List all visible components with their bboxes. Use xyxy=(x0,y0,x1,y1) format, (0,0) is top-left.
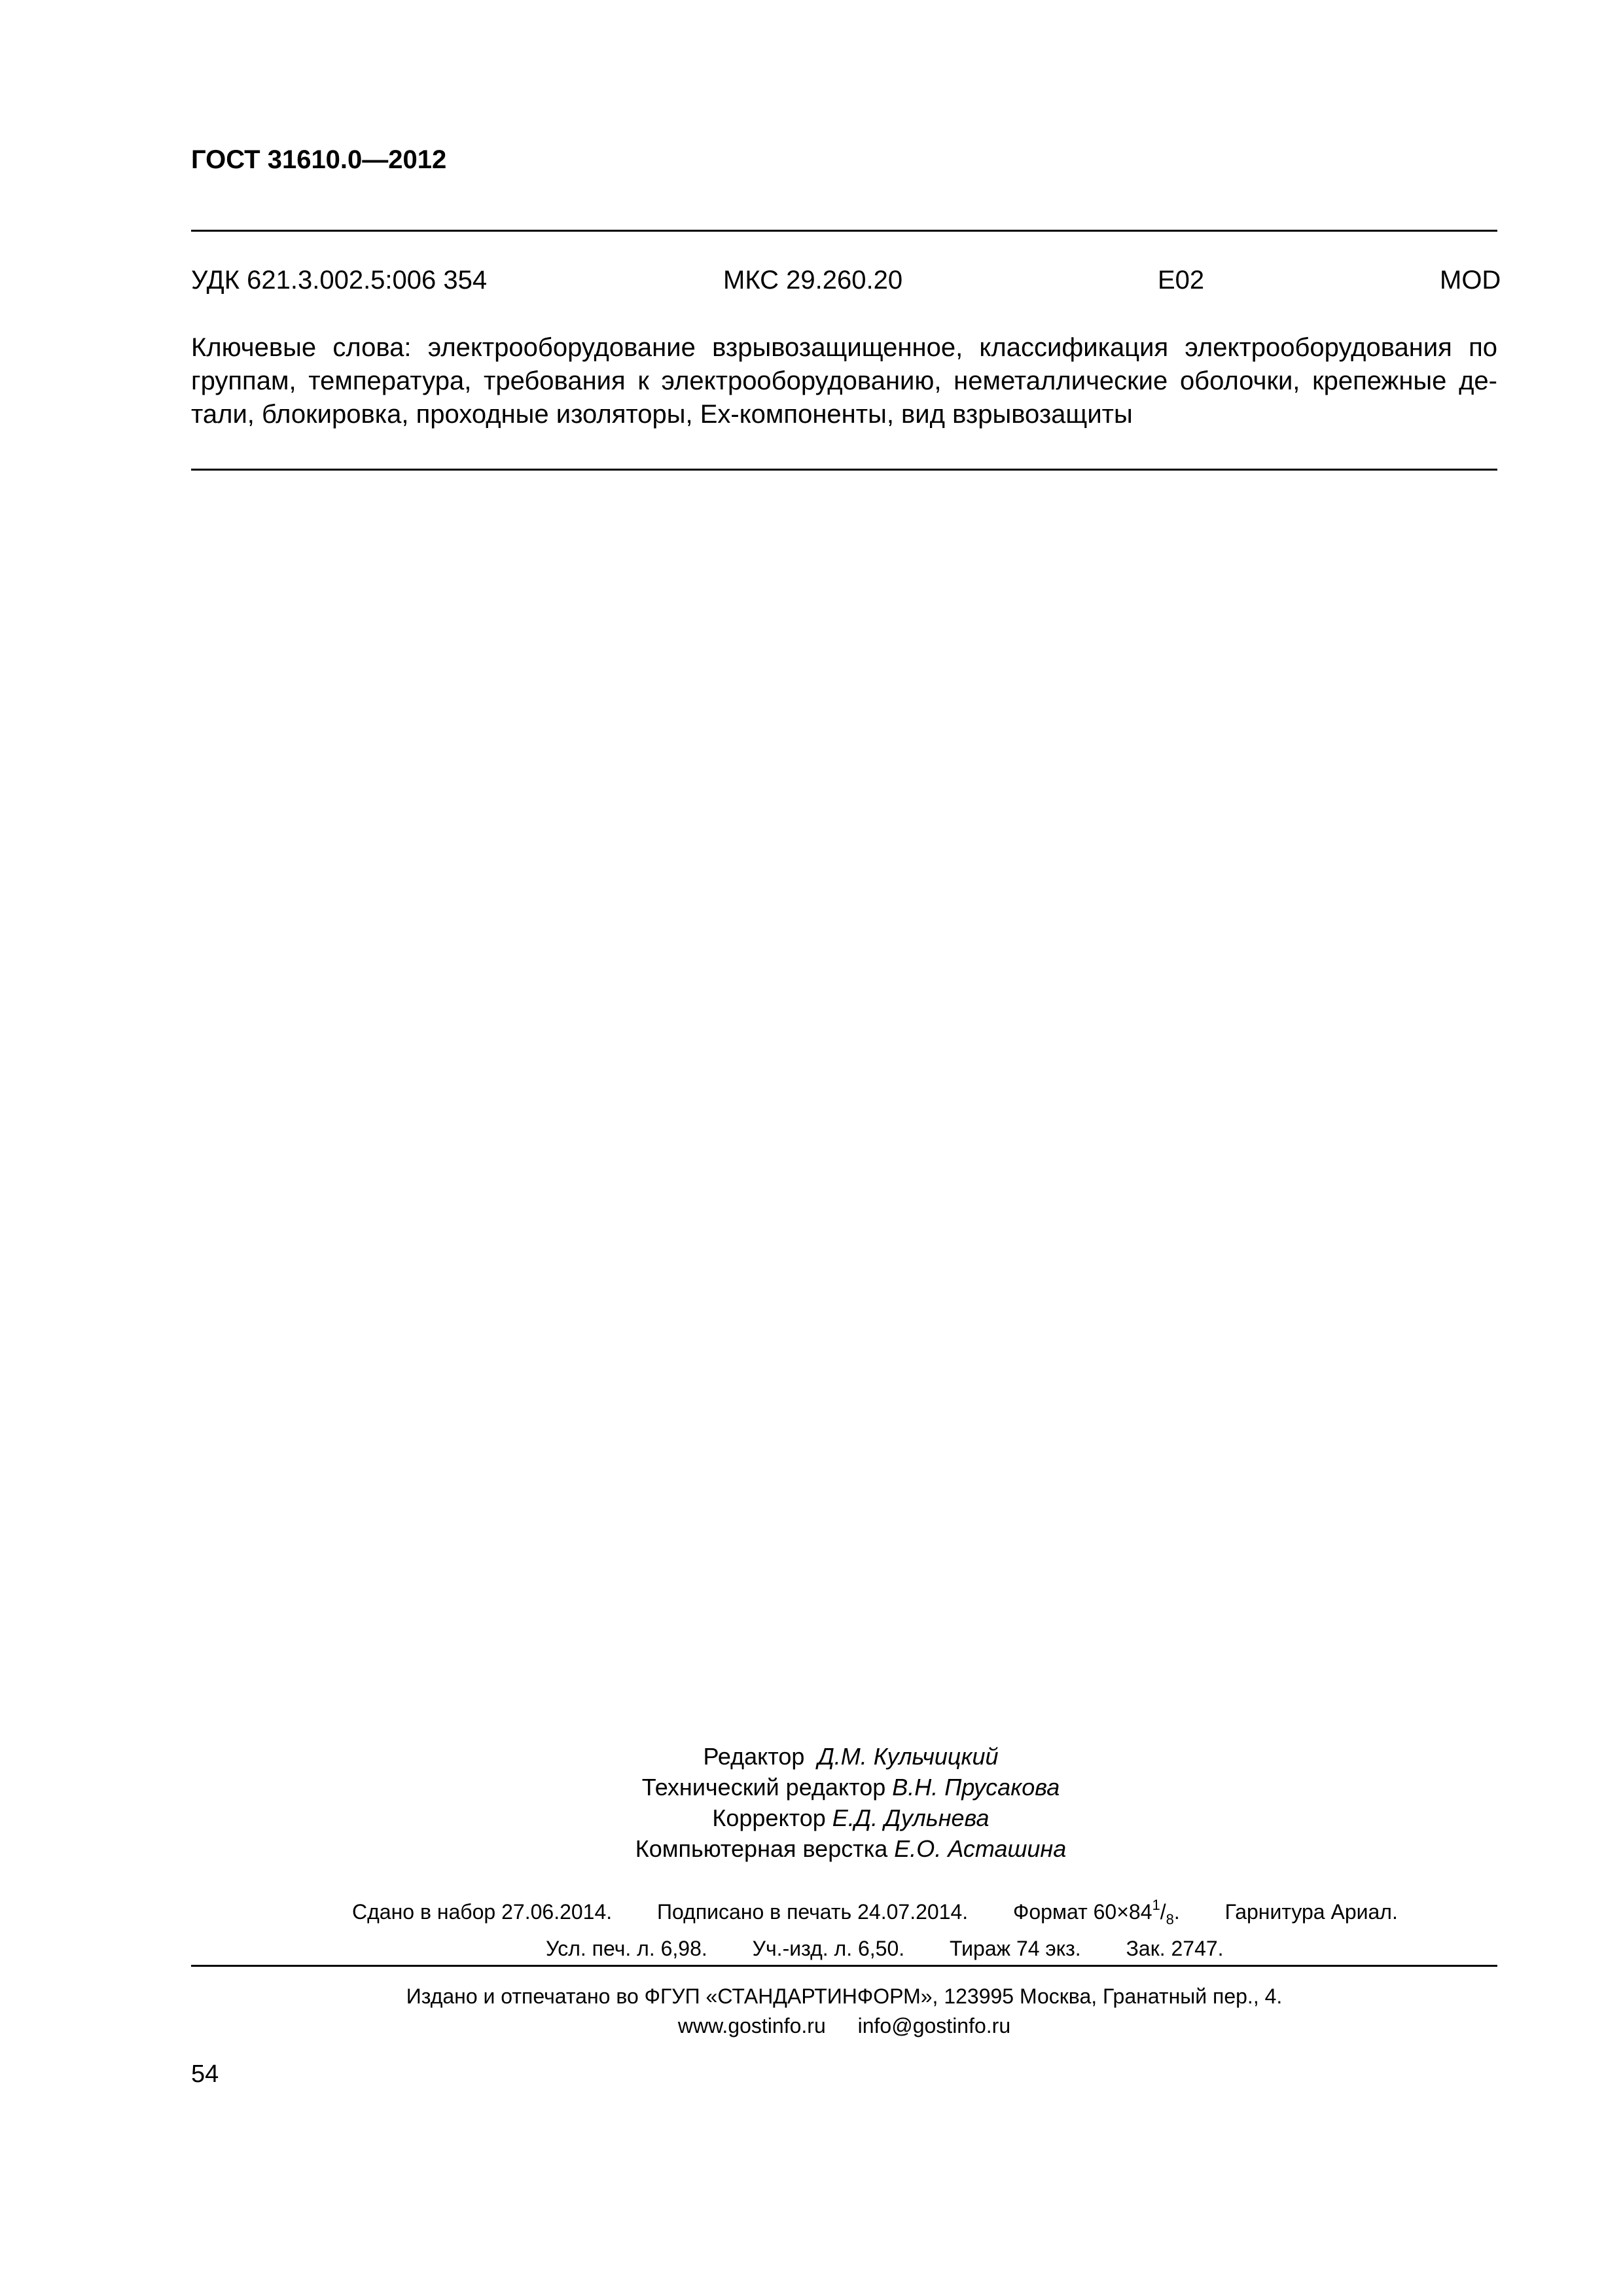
udk-code: УДК 621.3.002.5:006 354 xyxy=(191,266,488,295)
imprint-bottom-rule xyxy=(191,1965,1497,1967)
keywords-line: Ключевые слова: электрооборудование взрывозащищенное, классификация электрооборудования по xyxy=(191,333,1497,362)
credits-block xyxy=(589,1741,1113,1864)
mks-code: МКС 29.260.20 xyxy=(723,266,903,295)
email-link[interactable]: info@gostinfo.ru xyxy=(857,2014,1011,2037)
layout-row xyxy=(589,1833,1113,1864)
editor-label: Редактор xyxy=(703,1743,805,1770)
print-sheets: Усл. печ. л. 6,98. xyxy=(546,1937,707,1960)
tech-editor-row xyxy=(589,1772,1113,1803)
keywords-line: тали, блокировка, проходные изоляторы, Ex-компоненты, вид взрывозащиты xyxy=(191,400,1133,429)
top-rule xyxy=(191,230,1497,232)
paper-format: Формат $60\times 84^1/_8$. xyxy=(1013,1897,1180,1928)
imprint-row xyxy=(288,1890,1466,1934)
editor-name: Д.М. Кульчицкий xyxy=(817,1743,999,1770)
keywords-paragraph xyxy=(191,331,1497,431)
page-number: 54 xyxy=(191,2060,219,2088)
imprint-block xyxy=(288,1890,1466,1964)
tech-editor-name: В.Н. Прусакова xyxy=(892,1774,1060,1801)
publisher-line: Издано и отпечатано во ФГУП «СТАНДАРТИНФОРМ», 123995 Москва, Гранатный пер., 4. xyxy=(406,1984,1283,2008)
keywords-line: группам, температура, требования к электрооборудованию, неметаллические оболочки, крепежные де- xyxy=(191,367,1497,395)
okp-code: Е02 xyxy=(1158,266,1205,295)
corrector-name: Е.Д. Дульнева xyxy=(832,1804,990,1831)
mod-label: MOD xyxy=(1440,266,1501,295)
standard-title: ГОСТ 31610.0—2012 xyxy=(191,145,447,174)
typeset-date: Сдано в набор 27.06.2014. xyxy=(352,1900,613,1924)
pub-sheets: Уч.-изд. л. 6,50. xyxy=(752,1937,905,1960)
layout-name: Е.О. Асташина xyxy=(894,1835,1067,1862)
publisher-block xyxy=(191,1982,1497,2041)
keywords-bottom-rule xyxy=(191,469,1497,471)
imprint-row xyxy=(288,1934,1466,1964)
tech-editor-label: Технический редактор xyxy=(641,1774,886,1801)
typeface: Гарнитура Ариал. xyxy=(1224,1900,1398,1924)
corrector-row xyxy=(589,1803,1113,1833)
website-link[interactable]: www.gostinfo.ru xyxy=(677,2014,826,2037)
publisher-contacts xyxy=(191,2011,1497,2041)
corrector-label: Корректор xyxy=(712,1804,826,1831)
print-run: Тираж 74 экз. xyxy=(950,1937,1081,1960)
layout-label: Компьютерная верстка xyxy=(635,1835,888,1862)
editor-row xyxy=(589,1741,1113,1772)
order-number: Зак. 2747. xyxy=(1126,1937,1224,1960)
signed-date: Подписано в печать 24.07.2014. xyxy=(657,1900,969,1924)
